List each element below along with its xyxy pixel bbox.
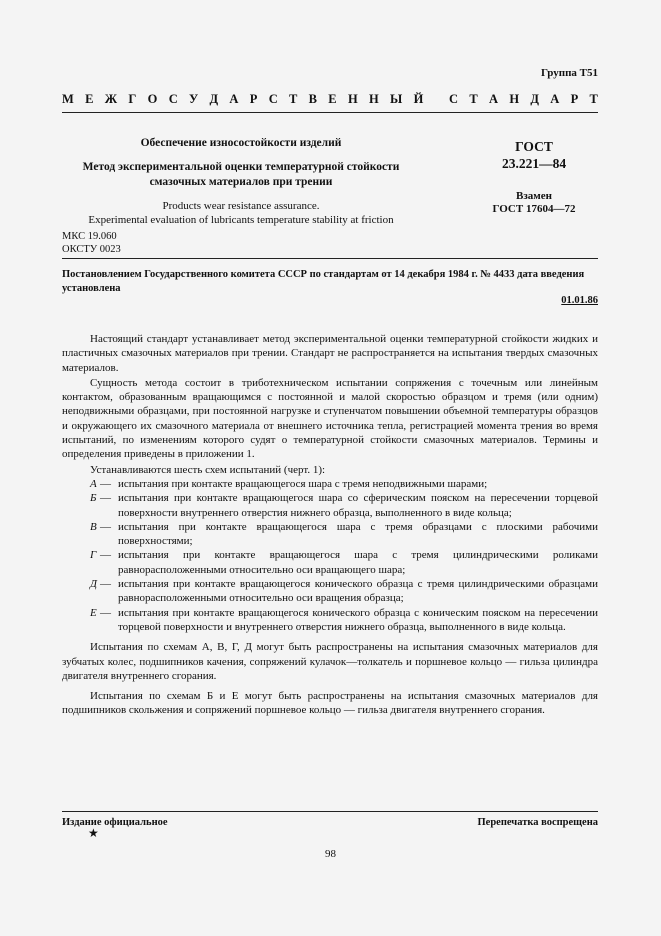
scheme-item [90, 606, 598, 635]
banner-letter [435, 92, 438, 107]
banner-letter: А [229, 92, 239, 106]
scheme-item [90, 577, 598, 606]
scheme-text: испытания при контакте вращающегося шара со сферическим пояском на пересечении торцевой поверхности внутреннего отверстия нижнего образца, выполненного в виде кольца; [118, 492, 598, 519]
scheme-text: испытания при контакте вращающегося конического образца с коническим пояском на пересечении торцевой поверхности и внутреннего отверстия нижнего образца, выполненного в виде кольца. [118, 606, 598, 633]
reprint-prohibited: Перепечатка воспрещена [477, 817, 598, 828]
scheme-label: А [90, 477, 97, 490]
body-text [62, 332, 598, 718]
banner-letter: Н [509, 92, 520, 106]
scheme-label: Е [90, 606, 97, 619]
classification-codes [62, 230, 121, 256]
gost-number: 23.221—84 [501, 156, 567, 171]
scheme-dash: — [100, 578, 111, 591]
scheme-item [90, 520, 598, 549]
banner-letter: Е [328, 92, 337, 106]
banner-letter: Н [368, 92, 379, 106]
footer-rule [62, 811, 598, 812]
scheme-dash: — [100, 492, 111, 505]
english-title-line-1: Products wear resistance assurance. [162, 200, 320, 212]
standard-title [62, 160, 420, 190]
banner-rule [62, 112, 598, 113]
banner-letter: Т [589, 92, 598, 106]
scheme-label: Д [90, 578, 97, 591]
banner-letter: М [62, 92, 74, 106]
banner-letter: Й [413, 92, 424, 106]
scheme-text: испытания при контакте вращающегося шара с тремя неподвижными шарами; [118, 477, 488, 490]
english-title-line-2: Experimental evaluation of lubricants temperature stability at friction [88, 214, 394, 226]
english-title [62, 199, 420, 227]
banner-letter: Т [289, 92, 298, 106]
banner-letter: Д [209, 92, 219, 106]
decree-text: Постановлением Государственного комитета СССР по стандартам от 14 декабря 1984 г. № 4433 дата введения установлена [62, 269, 585, 294]
header-rule [62, 258, 598, 259]
banner-letter: Ы [390, 92, 403, 106]
banner-letter: Ж [104, 92, 118, 106]
mks-code: МКС 19.060 [62, 231, 117, 242]
paragraph-schemes-intro: Устанавливаются шесть схем испытаний (черт. 1): [90, 463, 326, 476]
effective-date: 01.01.86 [561, 295, 598, 306]
banner-letter: Т [469, 92, 478, 106]
banner-letter: С [268, 92, 278, 106]
scheme-item [90, 477, 598, 491]
standard-title-line-2: смазочных материалов при трении [149, 176, 333, 188]
scheme-label: Б [90, 492, 97, 505]
scheme-text: испытания при контакте вращающегося конического образца с тремя цилиндрическими образцами равнорасположенными относительно оси вращения образца; [118, 578, 598, 605]
banner-letter: А [489, 92, 499, 106]
standard-subject: Обеспечение износостойкости изделий [140, 137, 342, 149]
banner-letter: Е [85, 92, 94, 106]
scheme-text: испытания при контакте вращающегося шара с тремя цилиндрическими роликами равнорасположенными относительно оси вращающего шара; [118, 549, 598, 576]
banner-letter: Р [570, 92, 579, 106]
paragraph-essence: Сущность метода состоит в триботехническом испытании сопряжения с точечным или линейным контактом, образованным вращающимся с постоянной и малой скоростью образцом и тремя (или одним) неподвижными образцами, при постоянной нагрузке и ступенчатом повышении объемной температуры образцов и окружающего их смазочного материала от внешнего источника тепла, регистрацией момента трения во время испытаний, по изменениям которого судят о температурной стойкости смазочных материалов. Термины и определения приведены в приложении 1. [62, 376, 598, 461]
scheme-label: В [90, 520, 97, 533]
replaces-label: Взамен [516, 190, 552, 202]
banner-letter: В [308, 92, 317, 106]
paragraph-scope: Настоящий стандарт устанавливает метод экспериментальной оценки температурной стойкости жидких и пластичных смазочных материалов при трении. Стандарт не распространяется на испытания твердых смазочных материалов. [62, 333, 598, 374]
star-icon: ★ [88, 826, 99, 840]
paragraph-schemes-a-v-g-d: Испытания по схемам А, В, Г, Д могут быть распространены на испытания смазочных материалов для зубчатых колес, подшипников качения, сопряжений кулачок—толкатель и поршневое кольцо — гильза цилиндра двигателя внутреннего сгорания. [62, 641, 598, 682]
scheme-item [90, 548, 598, 577]
scheme-label: Г [90, 549, 97, 562]
banner-letter: С [168, 92, 178, 106]
scheme-dash: — [100, 549, 111, 562]
gost-label: ГОСТ [515, 139, 553, 154]
banner-letter: С [449, 92, 459, 106]
banner-letter: Г [128, 92, 137, 106]
official-edition: Издание официальное [62, 817, 168, 828]
paragraph-schemes-b-e: Испытания по схемам Б и Е могут быть распространены на испытания смазочных материалов для подшипников скольжения и сопряжений поршневое кольцо — гильза двигателя внутреннего сгорания. [62, 690, 598, 717]
scheme-item [90, 491, 598, 520]
banner-letter: А [550, 92, 560, 106]
banner-letter: О [147, 92, 158, 106]
banner-letter: Д [530, 92, 539, 106]
okstu-code: ОКСТУ 0023 [62, 244, 121, 255]
replaced-standard: ГОСТ 17604—72 [492, 203, 576, 215]
banner-letter: Р [249, 92, 258, 106]
page-number: 98 [325, 848, 336, 860]
scheme-dash: — [100, 520, 111, 533]
scheme-dash: — [100, 606, 111, 619]
group-code: Группа Т51 [540, 67, 598, 79]
scheme-text: испытания при контакте вращающегося шара с тремя образцами с плоскими рабочими поверхностями; [118, 520, 598, 548]
schemes-list [62, 477, 598, 634]
banner-letter: У [189, 92, 199, 106]
scheme-dash: — [100, 477, 111, 490]
standard-title-line-1: Метод экспериментальной оценки температурной стойкости [82, 161, 400, 173]
banner-letter: Н [347, 92, 358, 106]
standard-banner [62, 92, 598, 107]
